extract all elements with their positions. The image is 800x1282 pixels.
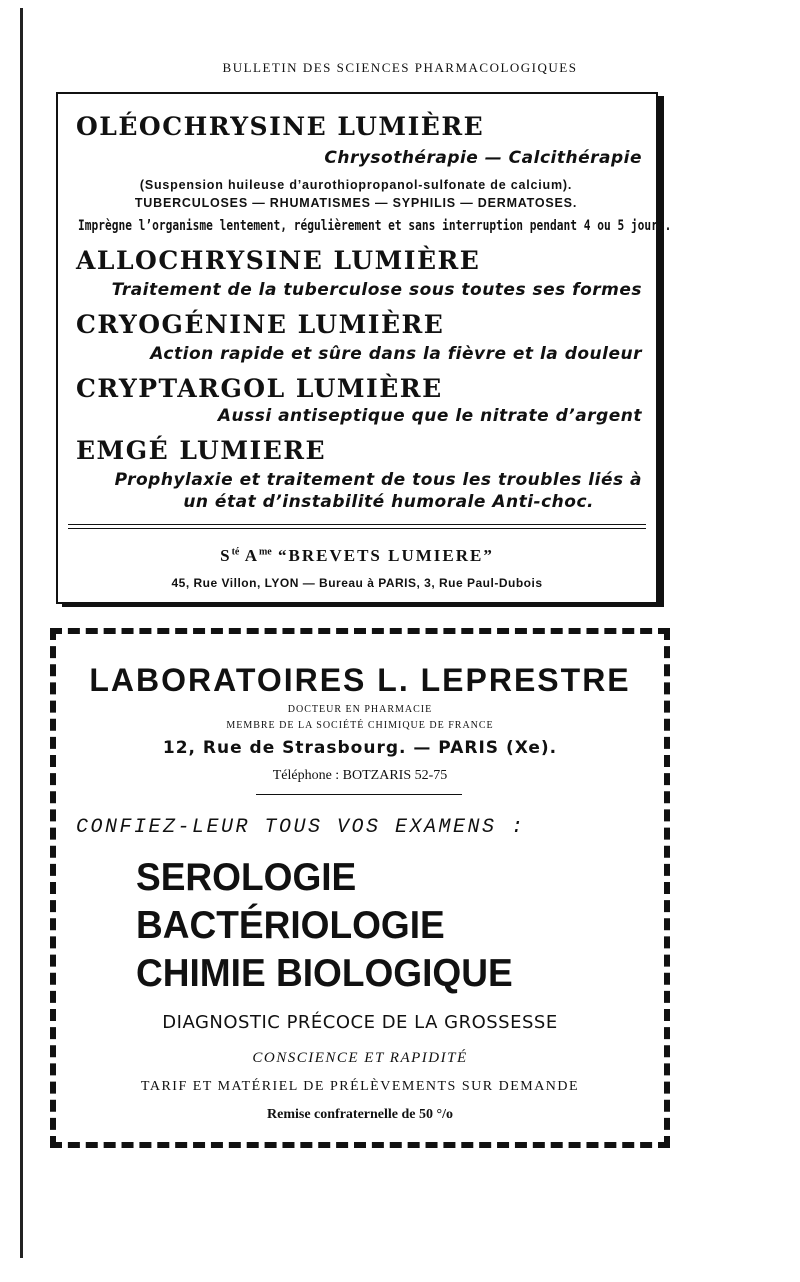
company-a: A bbox=[244, 546, 259, 565]
oleochrysine-indications: TUBERCULOSES — RHUMATISMES — SYPHILIS — DERMATOSES. bbox=[134, 196, 578, 210]
oleochrysine-composition: (Suspension huileuse d’aurothiopropanol-sulfonate de calcium). bbox=[139, 178, 573, 192]
product-emge-title: EMGÉ LUMIERE bbox=[76, 436, 327, 465]
service-serologie: SEROLOGIE bbox=[136, 856, 357, 899]
running-header: BULLETIN DES SCIENCES PHARMACOLOGIQUES bbox=[222, 60, 578, 75]
company-prefix-sup: té bbox=[231, 546, 240, 558]
lab-title-society: MEMBRE DE LA SOCIÉTÉ CHIMIQUE DE FRANCE bbox=[226, 720, 494, 731]
double-rule-top bbox=[68, 524, 646, 525]
lab-title-pharmacy: DOCTEUR EN PHARMACIE bbox=[287, 704, 433, 715]
company-brand: “BREVETS LUMIERE” bbox=[278, 546, 494, 565]
product-cryogenine-title: CRYOGÉNINE LUMIÈRE bbox=[76, 310, 445, 339]
page-edge-line bbox=[20, 8, 23, 1258]
ad1-shadow-right bbox=[658, 96, 664, 606]
product-cryogenine-tagline: Action rapide et sûre dans la fièvre et la douleur bbox=[150, 344, 642, 364]
product-cryptargol-title: CRYPTARGOL LUMIÈRE bbox=[76, 374, 443, 403]
separator-rule bbox=[256, 794, 462, 795]
diagnostic-line: DIAGNOSTIC PRÉCOCE DE LA GROSSESSE bbox=[162, 1012, 558, 1033]
product-allochrysine-title: ALLOCHRYSINE LUMIÈRE bbox=[76, 246, 481, 275]
lab-address: 12, Rue de Strasbourg. — PARIS (Xe). bbox=[162, 738, 558, 758]
lab-phone: Téléphone : BOTZARIS 52-75 bbox=[272, 768, 448, 783]
company-name bbox=[58, 546, 656, 566]
product-emge-tagline-2: un état d’instabilité humorale Anti-choc. bbox=[183, 492, 594, 512]
company-address: 45, Rue Villon, LYON — Bureau à PARIS, 3, Rue Paul-Dubois bbox=[171, 576, 543, 590]
ad-lumiere bbox=[56, 92, 672, 604]
remise-line: Remise confraternelle de 50 °/o bbox=[267, 1107, 453, 1122]
ad-leprestre bbox=[50, 628, 670, 1148]
service-bacteriologie: BACTÉRIOLOGIE bbox=[136, 904, 445, 947]
motto: CONSCIENCE ET RAPIDITÉ bbox=[252, 1050, 468, 1066]
call-to-action: CONFIEZ-LEUR TOUS VOS EXAMENS : bbox=[76, 816, 526, 839]
lab-name: LABORATOIRES L. LEPRESTRE bbox=[89, 662, 631, 698]
product-oleochrysine-title: OLÉOCHRYSINE LUMIÈRE bbox=[76, 112, 485, 141]
product-oleochrysine-tagline: Chrysothérapie — Calcithérapie bbox=[324, 148, 642, 168]
product-emge-tagline-1: Prophylaxie et traitement de tous les troubles liés à bbox=[114, 470, 642, 490]
oleochrysine-usage: Imprègne l’organisme lentement, régulièrement et sans interruption pendant 4 ou 5 jours. bbox=[78, 218, 672, 234]
company-a-sup: me bbox=[258, 546, 272, 558]
service-chimie-biologique: CHIMIE BIOLOGIQUE bbox=[136, 952, 513, 995]
double-rule-bottom bbox=[68, 528, 646, 529]
company-prefix: S bbox=[220, 546, 232, 565]
product-allochrysine-tagline: Traitement de la tuberculose sous toutes ses formes bbox=[111, 280, 642, 300]
tarif-line: TARIF ET MATÉRIEL DE PRÉLÈVEMENTS SUR DEMANDE bbox=[140, 1079, 580, 1094]
product-cryptargol-tagline: Aussi antiseptique que le nitrate d’argent bbox=[217, 406, 642, 426]
